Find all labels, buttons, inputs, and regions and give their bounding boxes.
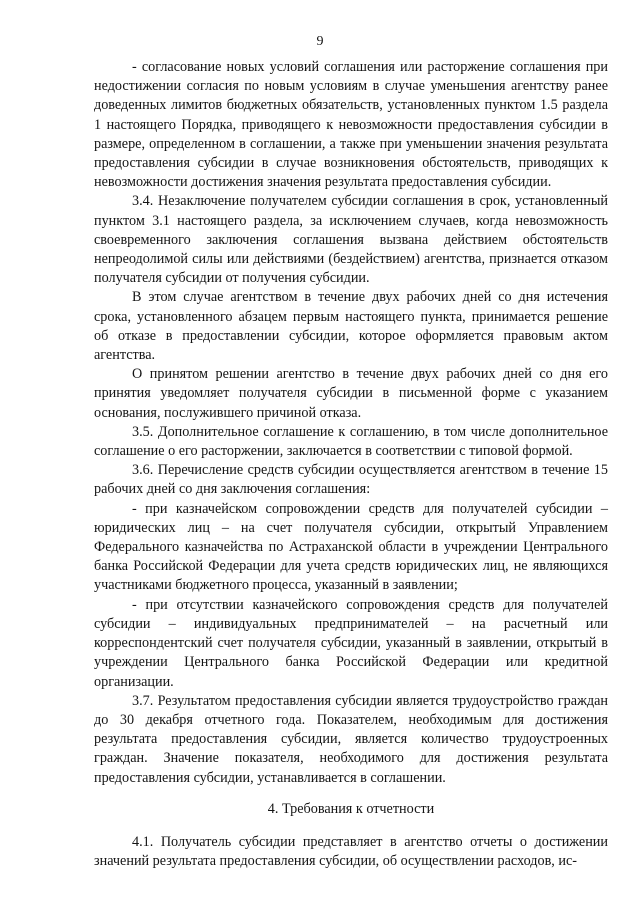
- paragraph-notification: О принятом решении агентство в течение двух рабочих дней со дня его принятия уведомляет получателя субсидии в письменной форме с указанием основания, послужившего причиной отказа.: [94, 366, 608, 421]
- paragraph-4-1: 4.1. Получатель субсидии представляет в агентство отчеты о достижении значений результата предоставления субсидии, об осуществлении расходов, ис-: [94, 833, 608, 870]
- section-heading-reporting: 4. Требования к отчетности: [267, 800, 435, 817]
- paragraph-3-5: 3.5. Дополнительное соглашение к соглашению, в том числе дополнительное соглашение о его расторжении, заключается в соответствии с типовой формой.: [94, 423, 608, 460]
- paragraph-no-treasury-support: - при отсутствии казначейского сопровождения средств для получателей субсидии – индивидуальных предпринимателей – на расчетный или корреспондентский счет получателя субсидии, указанный в заявлении, открытый в учреждении Центрального банка Российской Федерации или кредитной организации.: [94, 596, 608, 690]
- paragraph-agreement-conditions: - согласование новых условий соглашения или расторжение соглашения при недостижении согласия по новым условиям в случае уменьшения агентству ранее доведенных лимитов бюджетных обязательств, установленных пунктом 1.5 раздела 1 настоящего Порядка, приводящего к невозможности предоставления субсидии в размере, определенном в соглашении, а также при уменьшении значения результата предоставления субсидии в случае возникновения обстоятельств, приводящих к невозможности достижения значения результата предоставления субсидии.: [94, 59, 608, 191]
- paragraph-3-6: 3.6. Перечисление средств субсидии осуществляется агентством в течение 15 рабочих дней со дня заключения соглашения:: [94, 462, 608, 498]
- paragraph-3-4: 3.4. Незаключение получателем субсидии соглашения в срок, установленный пунктом 3.1 настоящего раздела, за исключением случаев, когда невозможность своевременного заключения соглашения вызвана действием обстоятельств непреодолимой силы или действиями (бездействием) агентства, признается отказом получателя субсидии от получения субсидии.: [94, 193, 608, 287]
- paragraph-refusal-decision: В этом случае агентством в течение двух рабочих дней со дня истечения срока, установленного абзацем первым настоящего пункта, принимается решение об отказе в предоставлении субсидии, которое оформляется правовым актом агентства.: [94, 289, 608, 364]
- paragraph-treasury-support: - при казначейском сопровождении средств для получателей субсидии – юридических лиц – на счет получателя субсидии, открытый Управлением Федерального казначейства по Астраханской области в учреждении Центрального банка Российской Федерации для учета средств юридических лиц, не являющихся участниками бюджетного процесса, указанный в заявлении;: [94, 500, 608, 594]
- page-number: 9: [316, 34, 324, 49]
- paragraph-3-7: 3.7. Результатом предоставления субсидии является трудоустройство граждан до 30 декабря отчетного года. Показателем, необходимым для достижения результата предоставления субсидии, является количество трудоустроенных граждан. Значение показателя, необходимого для достижения результата предоставления субсидии, устанавливается в соглашении.: [94, 692, 608, 786]
- document-body: [94, 58, 608, 871]
